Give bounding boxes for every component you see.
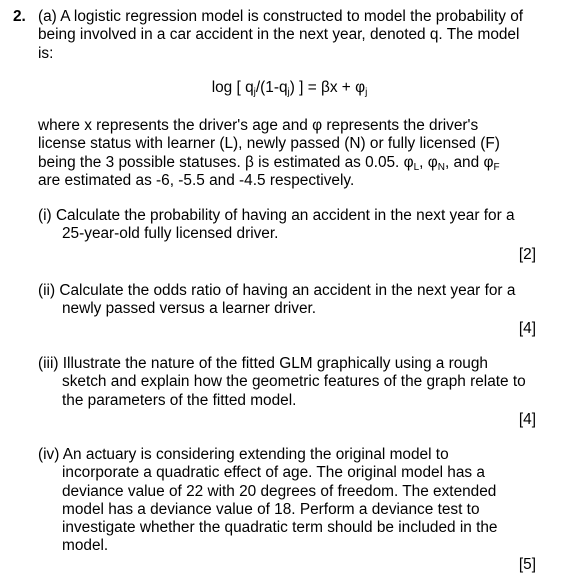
part-line: (i) Calculate the probability of having an accident in the next year for a [38, 207, 515, 224]
question-number: 2. [13, 8, 26, 25]
description-line: where x represents the driver's age and φ represents the driver's [38, 117, 479, 134]
part-i [38, 207, 558, 244]
part-line: model has a deviance value of 18. Perform a deviance test to [62, 500, 480, 518]
intro-line: (a) A logistic regression model is constructed to model the probability of [38, 8, 524, 25]
intro-line: being involved in a car accident in the next year, denoted q. The model [38, 26, 520, 44]
question-intro [38, 8, 568, 63]
model-description [38, 117, 573, 190]
part-line: (ii) Calculate the odds ratio of having an accident in the next year for a [38, 282, 516, 299]
part-line: investigate whether the quadratic term should be included in the [62, 519, 498, 537]
description-line: being the 3 possible statuses. β is estimated as 0.05. $\varphi_L$, $\varphi_N$, and $\varphi_F$ [38, 153, 500, 173]
part-line: (iii) Illustrate the nature of the fitted GLM graphically using a rough [38, 355, 488, 372]
model-formula: log [ $q_j/(1-q_j)$ ] = $\beta x + \varphi_j$ [211, 79, 368, 98]
marks-part-i: [2] [518, 246, 536, 263]
marks-part-iv: [5] [518, 556, 536, 573]
marks-part-iii: [4] [518, 411, 536, 428]
part-line: newly passed versus a learner driver. [62, 300, 317, 318]
part-iv [38, 446, 558, 556]
part-line: model. [62, 537, 109, 555]
part-line: incorporate a quadratic effect of age. The original model has a [62, 464, 485, 482]
part-line: 25-year-old fully licensed driver. [62, 225, 279, 243]
part-line: deviance value of 22 with 20 degrees of freedom. The extended [62, 482, 497, 500]
part-iii [38, 355, 558, 410]
intro-line: is: [38, 44, 54, 62]
marks-part-ii: [4] [518, 320, 536, 337]
description-line: license status with learner (L), newly passed (N) or fully licensed (F) [38, 135, 500, 153]
part-line: the parameters of the fitted model. [62, 391, 297, 409]
part-ii [38, 282, 558, 319]
description-line: are estimated as -6, -5.5 and -4.5 respectively. [38, 171, 355, 189]
part-line: sketch and explain how the geometric features of the graph relate to [62, 373, 526, 391]
part-line: (iv) An actuary is considering extending the original model to [38, 446, 449, 463]
